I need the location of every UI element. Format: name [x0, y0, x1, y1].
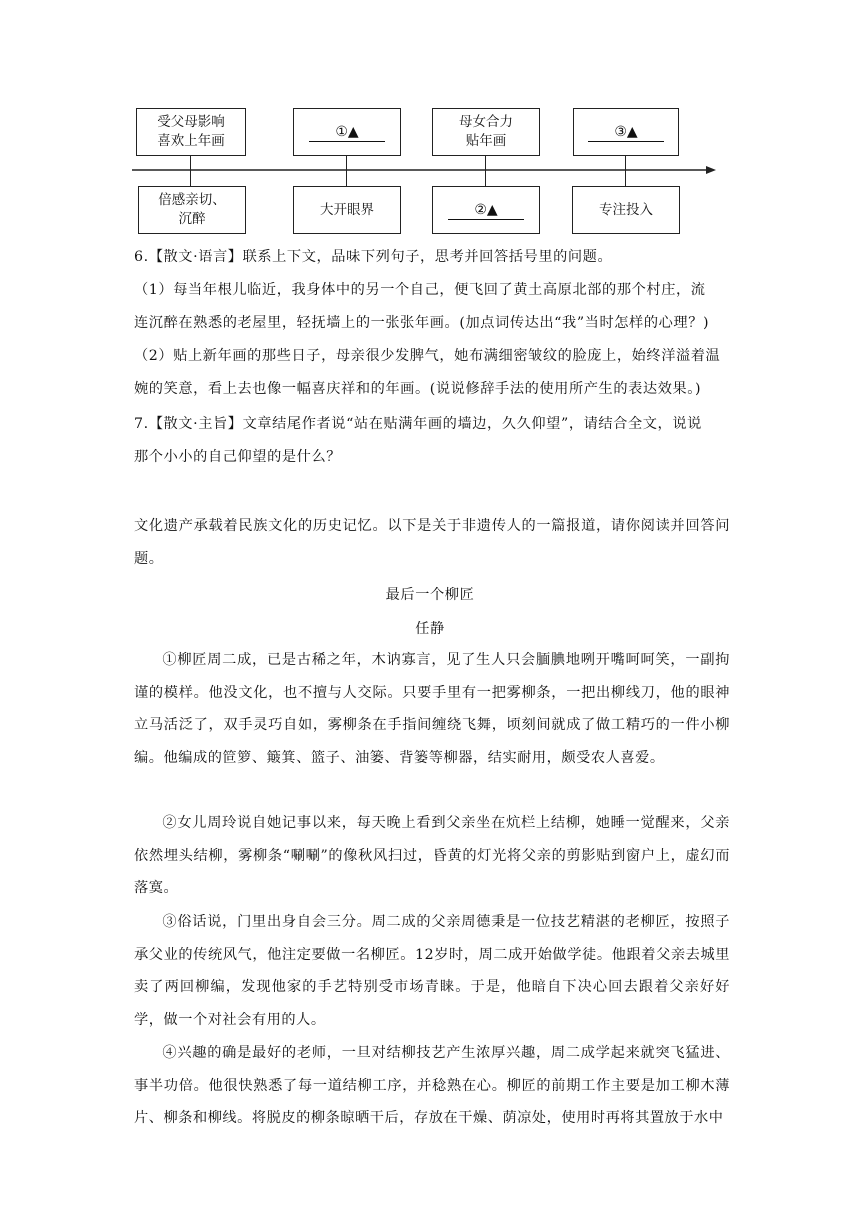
top-box-1 [136, 108, 246, 156]
timeline-arrow [130, 162, 720, 178]
top-box-1-line2: 喜欢上年画 [157, 133, 225, 149]
bottom-box-2 [293, 186, 401, 234]
top-box-1-line1: 受父母影响 [157, 114, 225, 130]
blank-3: ③▲ [588, 123, 664, 142]
top-box-4 [573, 108, 679, 156]
top-box-3 [432, 108, 540, 156]
blank-2: ②▲ [448, 201, 524, 220]
bottom-box-4 [572, 186, 680, 234]
bottom-box-1 [138, 186, 246, 234]
bottom-box-1-line2: 沉醉 [178, 211, 206, 227]
q6-2-line1: （2）贴上新年画的那些日子，母亲很少发脾气，她布满细密皱纹的脸庞上，始终洋溢着温 [134, 348, 721, 364]
bottom-box-3 [432, 186, 540, 234]
reading-intro: 文化遗产承载着民族文化的历史记忆。以下是关于非遗传人的一篇报道，请你阅读并回答问题。 [134, 518, 730, 567]
q7-line1: 7.【散文·主旨】文章结尾作者说“站在贴满年画的墙边，久久仰望”，请结合全文，说说 [134, 416, 702, 432]
article-author: 任静 [415, 621, 445, 637]
top-box-3-line1: 母女合力 [459, 114, 513, 130]
bottom-box-1-line1: 倍感亲切、 [158, 192, 226, 208]
q7-line2: 那个小小的自己仰望的是什么？ [134, 449, 342, 465]
top-box-2 [293, 108, 401, 156]
paragraph-1: ①柳匠周二成，已是古稀之年，木讷寡言，见了生人只会腼腆地咧开嘴呵呵笑，一副拘谨的模样。他没文化，也不擅与人交际。只要手里有一把雾柳条，一把出柳线刀，他的眼神立马活泛了，双手灵巧自如，雾柳条在手指间缠绕飞舞，顷刻间就成了做工精巧的一件小柳编。他编成的笸箩、簸箕、篮子、油篓、背篓等柳器，结实耐用，颇受农人喜爱。 [134, 652, 730, 766]
q6-2-line2: 婉的笑意，看上去也像一幅喜庆祥和的年画。(说说修辞手法的使用所产生的表达效果。) [134, 381, 702, 397]
paragraph-3: ③俗话说，门里出身自会三分。周二成的父亲周德秉是一位技艺精湛的老柳匠，按照子承父业的传统风气，他注定要做一名柳匠。12岁时，周二成开始做学徒。他跟着父亲去城里卖了两回柳编，发现他家的手艺特别受市场青睐。于是，他暗自下决心回去跟着父亲好好学，做一个对社会有用的人。 [134, 914, 730, 1028]
top-box-3-line2: 贴年画 [465, 133, 507, 149]
bottom-box-4-line1: 专注投入 [599, 201, 653, 218]
paragraph-4: ④兴趣的确是最好的老师，一旦对结柳技艺产生浓厚兴趣，周二成学起来就突飞猛进、事半功倍。他很快熟悉了每一道结柳工序，并稔熟在心。柳匠的前期工作主要是加工柳木薄片、柳条和柳线。将脱皮的柳条晾晒干后，存放在干燥、荫凉处，使用时再将其置放于水中 [134, 1045, 730, 1127]
article-title: 最后一个柳匠 [385, 587, 475, 603]
q6-1-line1: （1）每当年根儿临近，我身体中的另一个自己，便飞回了黄土高原北部的那个村庄，流 [134, 282, 706, 298]
blank-1: ①▲ [309, 123, 385, 142]
bottom-box-2-line1: 大开眼界 [320, 201, 374, 218]
paragraph-2: ②女儿周玲说自她记事以来，每天晚上看到父亲坐在炕栏上结柳，她睡一觉醒来，父亲依然埋头结柳，雾柳条“唰唰”的像秋风扫过，昏黄的灯光将父亲的剪影贴到窗户上，虚幻而落寞。 [134, 815, 730, 897]
q6-title: 6.【散文·语言】联系上下文，品味下列句子，思考并回答括号里的问题。 [134, 249, 613, 265]
q6-1-line2: 连沉醉在熟悉的老屋里，轻抚墙上的一张张年画。(加点词传达出“我”当时怎样的心理？) [134, 315, 710, 331]
